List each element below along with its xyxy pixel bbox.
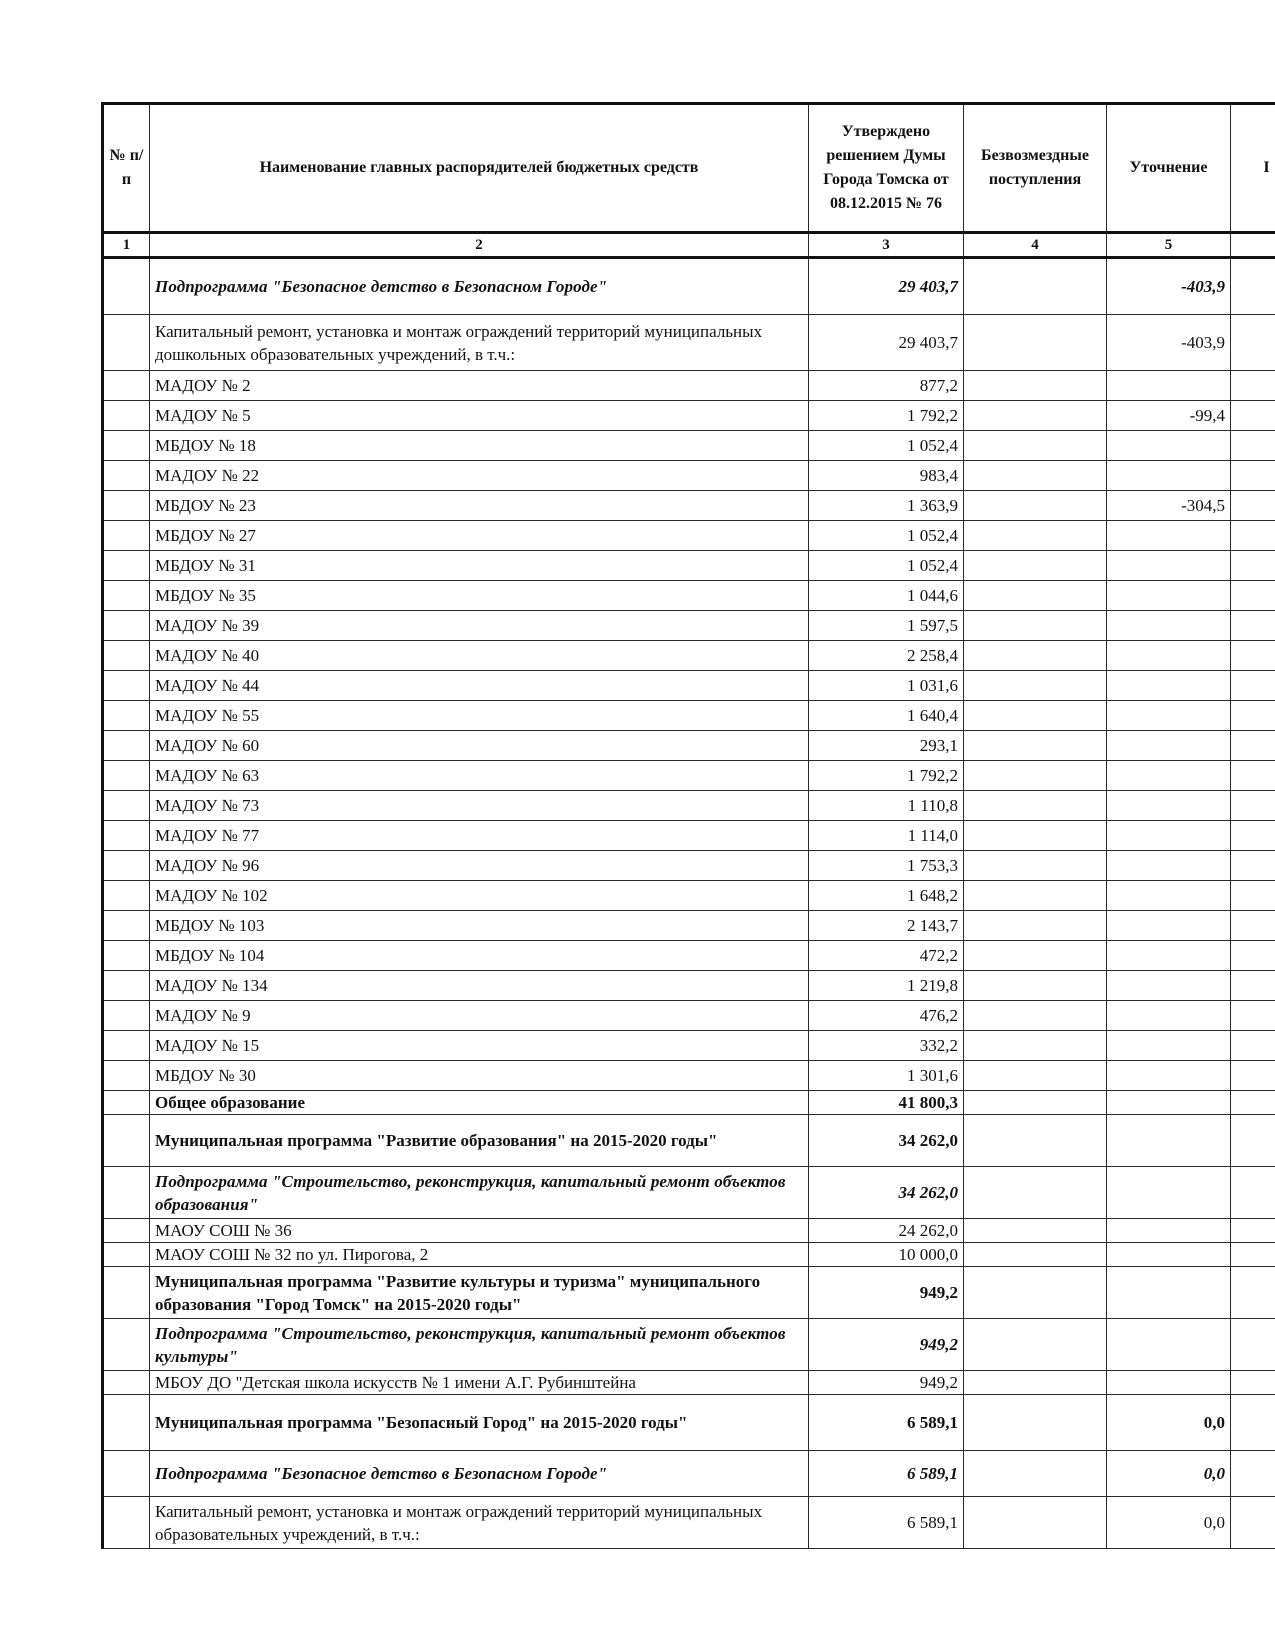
table-row (103, 1451, 1275, 1497)
row-adjustment (1107, 461, 1231, 491)
row-col6 (1231, 1001, 1275, 1031)
row-approved: 472,2 (809, 941, 964, 971)
row-col6 (1231, 401, 1275, 431)
row-free-receipts (964, 461, 1107, 491)
row-name: МАДОУ № 102 (150, 881, 809, 911)
row-free-receipts (964, 521, 1107, 551)
row-approved: 10 000,0 (809, 1243, 964, 1267)
column-number-row (103, 233, 1275, 258)
row-number (103, 1115, 150, 1167)
row-name: МАДОУ № 60 (150, 731, 809, 761)
table-row (103, 1167, 1275, 1219)
row-number (103, 401, 150, 431)
row-free-receipts (964, 1395, 1107, 1451)
row-approved: 2 258,4 (809, 641, 964, 671)
row-free-receipts (964, 1319, 1107, 1371)
row-free-receipts (964, 1371, 1107, 1395)
row-number (103, 911, 150, 941)
table-row (103, 881, 1275, 911)
row-number (103, 371, 150, 401)
row-adjustment (1107, 1061, 1231, 1091)
row-col6 (1231, 431, 1275, 461)
row-approved: 29 403,7 (809, 258, 964, 315)
row-name: МАДОУ № 134 (150, 971, 809, 1001)
row-free-receipts (964, 371, 1107, 401)
row-name: МБДОУ № 103 (150, 911, 809, 941)
row-col6 (1231, 1115, 1275, 1167)
row-number (103, 581, 150, 611)
column-number: 1 (103, 233, 150, 258)
row-approved: 34 262,0 (809, 1167, 964, 1219)
row-col6 (1231, 1395, 1275, 1451)
row-approved: 949,2 (809, 1267, 964, 1319)
row-free-receipts (964, 971, 1107, 1001)
row-col6 (1231, 371, 1275, 401)
row-free-receipts (964, 611, 1107, 641)
row-number (103, 491, 150, 521)
row-name: МБДОУ № 31 (150, 551, 809, 581)
row-name: Общее образование (150, 1091, 809, 1115)
row-name: Подпрограмма "Безопасное детство в Безопасном Городе" (150, 258, 809, 315)
row-adjustment (1107, 761, 1231, 791)
header-approved: Утверждено решением Думы Города Томска от 08.12.2015 № 76 (809, 104, 964, 233)
table-row (103, 1001, 1275, 1031)
row-col6 (1231, 258, 1275, 315)
row-col6 (1231, 1031, 1275, 1061)
row-approved: 332,2 (809, 1031, 964, 1061)
row-col6 (1231, 521, 1275, 551)
row-adjustment (1107, 641, 1231, 671)
row-free-receipts (964, 1061, 1107, 1091)
row-adjustment (1107, 1167, 1231, 1219)
row-col6 (1231, 851, 1275, 881)
row-number (103, 1219, 150, 1243)
column-number: 5 (1107, 233, 1231, 258)
row-adjustment (1107, 671, 1231, 701)
row-adjustment: -403,9 (1107, 258, 1231, 315)
row-adjustment (1107, 1267, 1231, 1319)
table-row (103, 671, 1275, 701)
row-name: Муниципальная программа "Развитие образования" на 2015-2020 годы" (150, 1115, 809, 1167)
row-free-receipts (964, 1031, 1107, 1061)
row-col6 (1231, 1319, 1275, 1371)
row-adjustment (1107, 1319, 1231, 1371)
row-number (103, 1451, 150, 1497)
row-number (103, 671, 150, 701)
table-row (103, 611, 1275, 641)
row-approved: 34 262,0 (809, 1115, 964, 1167)
row-free-receipts (964, 1167, 1107, 1219)
row-number (103, 851, 150, 881)
row-adjustment (1107, 371, 1231, 401)
row-adjustment (1107, 1219, 1231, 1243)
row-free-receipts (964, 1243, 1107, 1267)
row-adjustment: 0,0 (1107, 1497, 1231, 1549)
row-free-receipts (964, 911, 1107, 941)
row-approved: 1 110,8 (809, 791, 964, 821)
row-col6 (1231, 1219, 1275, 1243)
column-number: 2 (150, 233, 809, 258)
row-adjustment (1107, 851, 1231, 881)
row-name: МАДОУ № 77 (150, 821, 809, 851)
row-name: МАДОУ № 73 (150, 791, 809, 821)
row-adjustment: -304,5 (1107, 491, 1231, 521)
row-approved: 41 800,3 (809, 1091, 964, 1115)
row-adjustment (1107, 791, 1231, 821)
row-adjustment (1107, 581, 1231, 611)
row-free-receipts (964, 1115, 1107, 1167)
row-adjustment (1107, 971, 1231, 1001)
row-free-receipts (964, 701, 1107, 731)
table-row (103, 971, 1275, 1001)
table-row (103, 701, 1275, 731)
row-name: МБДОУ № 104 (150, 941, 809, 971)
row-adjustment (1107, 701, 1231, 731)
table-header-row (103, 104, 1275, 233)
row-free-receipts (964, 941, 1107, 971)
header-col6-partial: I (1231, 104, 1275, 233)
column-number: 4 (964, 233, 1107, 258)
row-col6 (1231, 1451, 1275, 1497)
row-adjustment (1107, 821, 1231, 851)
row-number (103, 551, 150, 581)
row-approved: 983,4 (809, 461, 964, 491)
table-row (103, 1319, 1275, 1371)
table-row (103, 1267, 1275, 1319)
row-free-receipts (964, 671, 1107, 701)
row-free-receipts (964, 641, 1107, 671)
row-adjustment (1107, 731, 1231, 761)
row-number (103, 701, 150, 731)
table-row (103, 821, 1275, 851)
row-number (103, 941, 150, 971)
table-row (103, 641, 1275, 671)
row-col6 (1231, 671, 1275, 701)
column-number: 3 (809, 233, 964, 258)
table-row (103, 461, 1275, 491)
row-free-receipts (964, 851, 1107, 881)
header-name: Наименование главных распорядителей бюджетных средств (150, 104, 809, 233)
row-number (103, 611, 150, 641)
row-col6 (1231, 611, 1275, 641)
budget-table (101, 102, 1275, 1549)
row-col6 (1231, 881, 1275, 911)
row-free-receipts (964, 821, 1107, 851)
row-adjustment: 0,0 (1107, 1451, 1231, 1497)
row-number (103, 1395, 150, 1451)
row-free-receipts (964, 551, 1107, 581)
table-row (103, 731, 1275, 761)
row-col6 (1231, 1371, 1275, 1395)
table-row (103, 911, 1275, 941)
row-name: Муниципальная программа "Развитие культуры и туризма" муниципального образования "Город Томск" на 2015-2020 годы" (150, 1267, 809, 1319)
row-col6 (1231, 1167, 1275, 1219)
row-number (103, 1091, 150, 1115)
row-number (103, 971, 150, 1001)
table-row (103, 315, 1275, 371)
row-name: МБДОУ № 18 (150, 431, 809, 461)
row-adjustment (1107, 941, 1231, 971)
row-adjustment: -99,4 (1107, 401, 1231, 431)
table-row (103, 551, 1275, 581)
row-approved: 1 792,2 (809, 401, 964, 431)
row-col6 (1231, 1267, 1275, 1319)
column-number (1231, 233, 1275, 258)
row-name: Капитальный ремонт, установка и монтаж ограждений территорий муниципальных дошкольных образовательных учреждений, в т.ч.: (150, 315, 809, 371)
table-row (103, 761, 1275, 791)
row-number (103, 1167, 150, 1219)
row-adjustment: 0,0 (1107, 1395, 1231, 1451)
row-number (103, 1267, 150, 1319)
row-free-receipts (964, 401, 1107, 431)
row-approved: 2 143,7 (809, 911, 964, 941)
table-row (103, 401, 1275, 431)
row-approved: 949,2 (809, 1371, 964, 1395)
row-name: Муниципальная программа "Безопасный Город" на 2015-2020 годы" (150, 1395, 809, 1451)
row-number (103, 1001, 150, 1031)
row-col6 (1231, 641, 1275, 671)
row-free-receipts (964, 881, 1107, 911)
table-row (103, 258, 1275, 315)
row-adjustment (1107, 611, 1231, 641)
row-approved: 1 052,4 (809, 431, 964, 461)
row-adjustment (1107, 1091, 1231, 1115)
row-number (103, 641, 150, 671)
row-adjustment (1107, 1001, 1231, 1031)
row-col6 (1231, 1091, 1275, 1115)
row-approved: 1 219,8 (809, 971, 964, 1001)
row-number (103, 821, 150, 851)
row-approved: 1 044,6 (809, 581, 964, 611)
row-name: МБДОУ № 35 (150, 581, 809, 611)
row-name: МАДОУ № 2 (150, 371, 809, 401)
row-free-receipts (964, 258, 1107, 315)
table-row (103, 1091, 1275, 1115)
row-approved: 1 052,4 (809, 521, 964, 551)
row-col6 (1231, 911, 1275, 941)
row-approved: 476,2 (809, 1001, 964, 1031)
row-name: МАОУ СОШ № 36 (150, 1219, 809, 1243)
row-number (103, 431, 150, 461)
row-col6 (1231, 461, 1275, 491)
row-name: Подпрограмма "Строительство, реконструкция, капитальный ремонт объектов образования" (150, 1167, 809, 1219)
row-name: МБДОУ № 30 (150, 1061, 809, 1091)
row-approved: 1 363,9 (809, 491, 964, 521)
row-name: МАДОУ № 15 (150, 1031, 809, 1061)
row-approved: 6 589,1 (809, 1451, 964, 1497)
row-free-receipts (964, 315, 1107, 371)
table-row (103, 431, 1275, 461)
row-number (103, 731, 150, 761)
row-name: МАДОУ № 5 (150, 401, 809, 431)
row-approved: 877,2 (809, 371, 964, 401)
row-adjustment: -403,9 (1107, 315, 1231, 371)
row-adjustment (1107, 911, 1231, 941)
row-approved: 1 052,4 (809, 551, 964, 581)
row-col6 (1231, 791, 1275, 821)
table-row (103, 1497, 1275, 1549)
row-free-receipts (964, 1451, 1107, 1497)
row-adjustment (1107, 1371, 1231, 1395)
row-approved: 293,1 (809, 731, 964, 761)
table-row (103, 1031, 1275, 1061)
row-col6 (1231, 315, 1275, 371)
row-name: МАДОУ № 55 (150, 701, 809, 731)
row-free-receipts (964, 1001, 1107, 1031)
row-number (103, 881, 150, 911)
row-approved: 1 753,3 (809, 851, 964, 881)
header-free-receipts: Безвозмездные поступления (964, 104, 1107, 233)
row-approved: 1 640,4 (809, 701, 964, 731)
row-number (103, 761, 150, 791)
row-number (103, 1371, 150, 1395)
header-adjustment: Уточнение (1107, 104, 1231, 233)
row-number (103, 258, 150, 315)
row-name: МАОУ СОШ № 32 по ул. Пирогова, 2 (150, 1243, 809, 1267)
header-number: № п/п (103, 104, 150, 233)
row-name: МБДОУ № 27 (150, 521, 809, 551)
row-free-receipts (964, 731, 1107, 761)
table-row (103, 1243, 1275, 1267)
row-name: МБДОУ № 23 (150, 491, 809, 521)
row-free-receipts (964, 1497, 1107, 1549)
table-row (103, 1219, 1275, 1243)
row-number (103, 1243, 150, 1267)
row-approved: 24 262,0 (809, 1219, 964, 1243)
table-row (103, 791, 1275, 821)
row-approved: 1 597,5 (809, 611, 964, 641)
row-name: МАДОУ № 39 (150, 611, 809, 641)
table-row (103, 521, 1275, 551)
table-row (103, 1395, 1275, 1451)
row-col6 (1231, 761, 1275, 791)
row-approved: 1 031,6 (809, 671, 964, 701)
row-number (103, 461, 150, 491)
row-name: Капитальный ремонт, установка и монтаж ограждений территорий муниципальных образовательных учреждений, в т.ч.: (150, 1497, 809, 1549)
row-adjustment (1107, 881, 1231, 911)
row-name: МАДОУ № 9 (150, 1001, 809, 1031)
row-number (103, 1319, 150, 1371)
row-approved: 6 589,1 (809, 1497, 964, 1549)
table-row (103, 941, 1275, 971)
row-free-receipts (964, 1091, 1107, 1115)
row-col6 (1231, 701, 1275, 731)
row-free-receipts (964, 1219, 1107, 1243)
table-row (103, 581, 1275, 611)
row-free-receipts (964, 761, 1107, 791)
table-row (103, 491, 1275, 521)
row-approved: 1 301,6 (809, 1061, 964, 1091)
row-approved: 1 792,2 (809, 761, 964, 791)
row-number (103, 521, 150, 551)
row-name: МАДОУ № 63 (150, 761, 809, 791)
row-col6 (1231, 1061, 1275, 1091)
row-adjustment (1107, 1115, 1231, 1167)
row-number (103, 1497, 150, 1549)
table-row (103, 1115, 1275, 1167)
row-col6 (1231, 731, 1275, 761)
row-number (103, 315, 150, 371)
row-col6 (1231, 491, 1275, 521)
row-approved: 6 589,1 (809, 1395, 964, 1451)
row-col6 (1231, 1243, 1275, 1267)
row-name: МБОУ ДО "Детская школа искусств № 1 имени А.Г. Рубинштейна (150, 1371, 809, 1395)
row-col6 (1231, 821, 1275, 851)
row-number (103, 791, 150, 821)
row-free-receipts (964, 491, 1107, 521)
row-free-receipts (964, 581, 1107, 611)
row-name: Подпрограмма "Безопасное детство в Безопасном Городе" (150, 1451, 809, 1497)
table-row (103, 1061, 1275, 1091)
row-approved: 29 403,7 (809, 315, 964, 371)
row-approved: 1 114,0 (809, 821, 964, 851)
row-col6 (1231, 1497, 1275, 1549)
row-col6 (1231, 551, 1275, 581)
row-name: МАДОУ № 96 (150, 851, 809, 881)
row-number (103, 1031, 150, 1061)
row-adjustment (1107, 551, 1231, 581)
row-col6 (1231, 971, 1275, 1001)
table-row (103, 1371, 1275, 1395)
row-adjustment (1107, 1243, 1231, 1267)
row-number (103, 1061, 150, 1091)
row-adjustment (1107, 1031, 1231, 1061)
row-col6 (1231, 581, 1275, 611)
row-name: МАДОУ № 44 (150, 671, 809, 701)
row-name: Подпрограмма "Строительство, реконструкция, капитальный ремонт объектов культуры" (150, 1319, 809, 1371)
row-adjustment (1107, 521, 1231, 551)
table-row (103, 851, 1275, 881)
row-approved: 1 648,2 (809, 881, 964, 911)
row-adjustment (1107, 431, 1231, 461)
row-free-receipts (964, 431, 1107, 461)
row-col6 (1231, 941, 1275, 971)
row-approved: 949,2 (809, 1319, 964, 1371)
row-free-receipts (964, 1267, 1107, 1319)
row-name: МАДОУ № 22 (150, 461, 809, 491)
table-row (103, 371, 1275, 401)
row-free-receipts (964, 791, 1107, 821)
table-body (103, 258, 1275, 1549)
row-name: МАДОУ № 40 (150, 641, 809, 671)
